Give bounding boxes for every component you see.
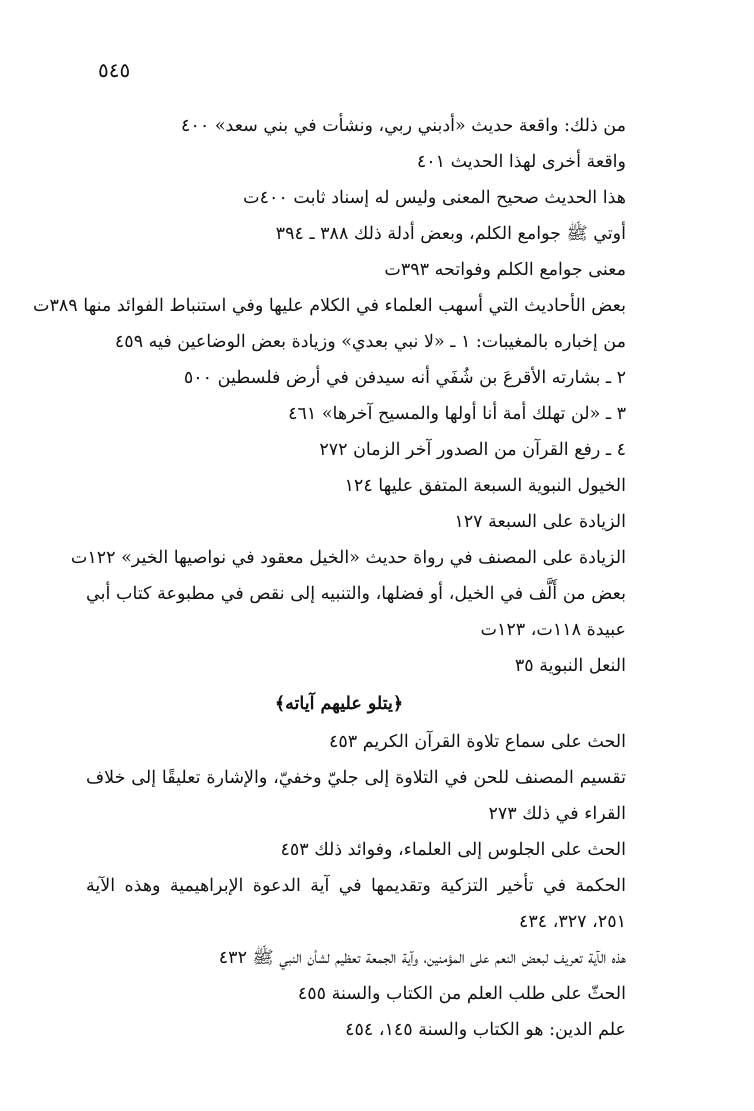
index-entry: الحث على سماع تلاوة القرآن الكريم ٤٥٣ xyxy=(328,732,626,752)
index-entry: الحث على الجلوس إلى العلماء، وفوائد ذلك ٤٥٣ xyxy=(280,840,626,860)
page-number: ٥٤٥ xyxy=(98,58,131,82)
index-entry: ٣ ـ «لن تهلك أمة أنا أولها والمسيح آخرها» ٤٦١ xyxy=(288,404,626,424)
index-entry: بعض الأحاديث التي أسهب العلماء في الكلام عليها وفي استنباط الفوائد منها ٣٨٩ت xyxy=(32,296,626,316)
index-entry: تقسيم المصنف للحن في التلاوة إلى جليّ وخفيّ، والإشارة تعليقًا إلى خلاف القراء في ذلك ٢٧٣ xyxy=(86,768,626,824)
index-entry: من إخباره بالمغيبات: ١ ـ «لا نبي بعدي» وزيادة بعض الوضاعين فيه ٤٥٩ xyxy=(114,332,626,352)
index-entry: الحثّ على طلب العلم من الكتاب والسنة ٤٥٥ xyxy=(297,984,626,1004)
section-heading: ﴿يتلو عليهم آياته﴾ xyxy=(274,694,404,714)
index-entry: هذا الحديث صحيح المعنى وليس له إسناد ثابت ٤٠٠ت xyxy=(243,188,626,208)
index-entry: هذه الآية تعريف لبعض النعم على المؤمنين، وآية الجمعة تعظيم لشأن النبي ﷺ ٤٣٢ xyxy=(218,948,626,968)
index-entry: من ذلك: واقعة حديث «أدبني ربي، ونشأت في بني سعد» ٤٠٠ xyxy=(181,116,626,136)
index-entry: معنى جوامع الكلم وفواتحه ٣٩٣ت xyxy=(384,260,626,280)
index-entry: النعل النبوية ٣٥ xyxy=(514,656,626,676)
index-page-body xyxy=(32,108,626,1048)
index-entry: الزيادة على المصنف في رواة حديث «الخيل معقود في نواصيها الخير» ١٢٢ت xyxy=(70,548,626,568)
index-entry: الزيادة على السبعة ١٢٧ xyxy=(454,512,626,532)
index-entry: الحكمة في تأخير التزكية وتقديمها في آية الدعوة الإبراهيمية وهذه الآية ٢٥١، ٣٢٧، ٤٣٤ xyxy=(86,876,626,932)
index-entry: ٤ ـ رفع القرآن من الصدور آخر الزمان ٢٧٢ xyxy=(319,440,626,460)
index-entry: ٢ ـ بشارته الأقرعَ بن شُفَي أنه سيدفن في أرض فلسطين ٥٠٠ xyxy=(183,368,626,388)
index-entry: علم الدين: هو الكتاب والسنة ١٤٥، ٤٥٤ xyxy=(345,1020,626,1040)
index-entry: واقعة أخرى لهذا الحديث ٤٠١ xyxy=(416,152,626,172)
index-entry: أوتي ﷺ جوامع الكلم، وبعض أدلة ذلك ٣٨٨ ـ ٣٩٤ xyxy=(275,224,626,244)
index-entry: الخيول النبوية السبعة المتفق عليها ١٢٤ xyxy=(344,476,626,496)
index-entry: بعض من أَلَّف في الخيل، أو فضلها، والتنبيه إلى نقص في مطبوعة كتاب أبي عبيدة ١١٨ت، ١٢٣ت xyxy=(86,584,626,640)
